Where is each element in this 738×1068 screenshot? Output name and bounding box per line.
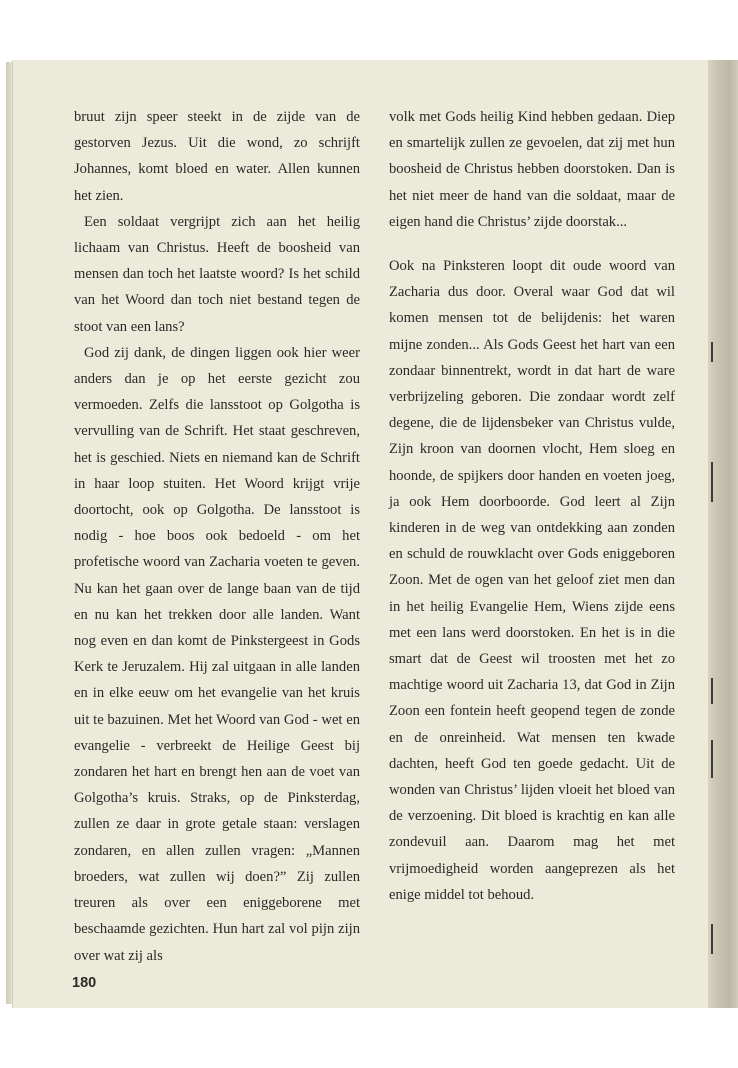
book-spine-edge <box>708 60 738 1008</box>
edge-mark <box>711 740 713 778</box>
edge-mark <box>711 462 713 502</box>
paragraph: Ook na Pinksteren loopt dit oude woord van Zacharia dus door. Overal waar God dat wil komen mensen tot de belijdenis: het waren mijne zonden... Als Gods Geest het hart van een zondaar binnentrekt, wordt in dat hart de ware verbrijzeling geboren. Die zondaar wordt zelf degene, die de lijdensbeker van Christus vulde, Zijn kroon van doornen vlocht, Hem sloeg en hoonde, de spijkers door handen en voeten joeg, ja ook Hem doorboorde. God leert al Zijn kinderen in de weg van ontdekking aan zonden en schuld de rouwklacht over Gods eniggeboren Zoon. Met de ogen van het geloof ziet men dan in het heilig Evangelie Hem, Wiens zijde eens met een lans werd doorstoken. En het is in die smart dat de Geest wil troosten met het zo machtige woord uit Zacharia 13, dat God in Zijn Zoon een fontein heeft geopend tegen de zonde en de onreinheid. Wat mensen ten kwade dachten, heeft God ten goede gedacht. Uit de wonden van Christus’ lijden vloeit het bloed van de verzoening. Dit bloed is krachtig en kan alle zondevuil aan. Daarom mag het met vrijmoedigheid worden aangeprezen als het enige middel tot behoud. <box>389 258 675 903</box>
edge-mark <box>711 924 713 954</box>
right-text-column <box>389 104 675 908</box>
paragraph: God zij dank, de dingen liggen ook hier weer anders dan je op het eerste gezicht zou vermoeden. Zelfs die lansstoot op Golgotha is vervulling van de Schrift. Het staat geschreven, het is geschied. Niets en niemand kan de Schrift in haar loop stuiten. Het Woord krijgt vrije doortocht, ook op Golgotha. De lansstoot is nodig - hoe boos ook bedoeld - om het profetische woord van Zacharia voeten te geven. Nu kan het gaan over de lange baan van de tijd en nu kan het trekken door alle landen. Want nog even en dan komt de Pinkstergeest in Gods Kerk te Jeruzalem. Hij zal uitgaan in alle landen en in elke eeuw om het evangelie van het kruis uit te bazuinen. Met het Woord van God - wet en evangelie - verbreekt de Heilige Geest bij zondaren het hart en brengt hen aan de voet van Golgotha’s kruis. Straks, op de Pinksterdag, zullen ze daar in grote getale staan: verslagen zondaren, en allen zullen vragen: „Mannen broeders, wat zullen wij doen?” Zij zullen treuren als over een eniggeborene met beschaamde gezichten. Hun hart zal vol pijn zijn over wat zij als <box>74 344 360 964</box>
left-text-column <box>74 104 360 969</box>
paragraph: bruut zijn speer steekt in de zijde van de gestorven Jezus. Uit die wond, zo schrijft Johannes, komt bloed en water. Allen kunnen het zien. <box>74 109 360 204</box>
paragraph: volk met Gods heilig Kind hebben gedaan. Diep en smartelijk zullen ze gevoelen, dat zij met hun boosheid de Christus hebben doorstoken. Dan is het niet meer de hand van die soldaat, maar de eigen hand die Christus’ zijde doorstak... <box>389 109 675 230</box>
paragraph: Een soldaat vergrijpt zich aan het heilig lichaam van Christus. Heeft de boosheid van mensen dan toch het laatste woord? Is het schild van het Woord dan toch niet bestand tegen de stoot van een lans? <box>74 213 360 335</box>
edge-mark <box>711 678 713 704</box>
edge-mark <box>711 342 713 362</box>
page-number: 180 <box>72 975 97 991</box>
